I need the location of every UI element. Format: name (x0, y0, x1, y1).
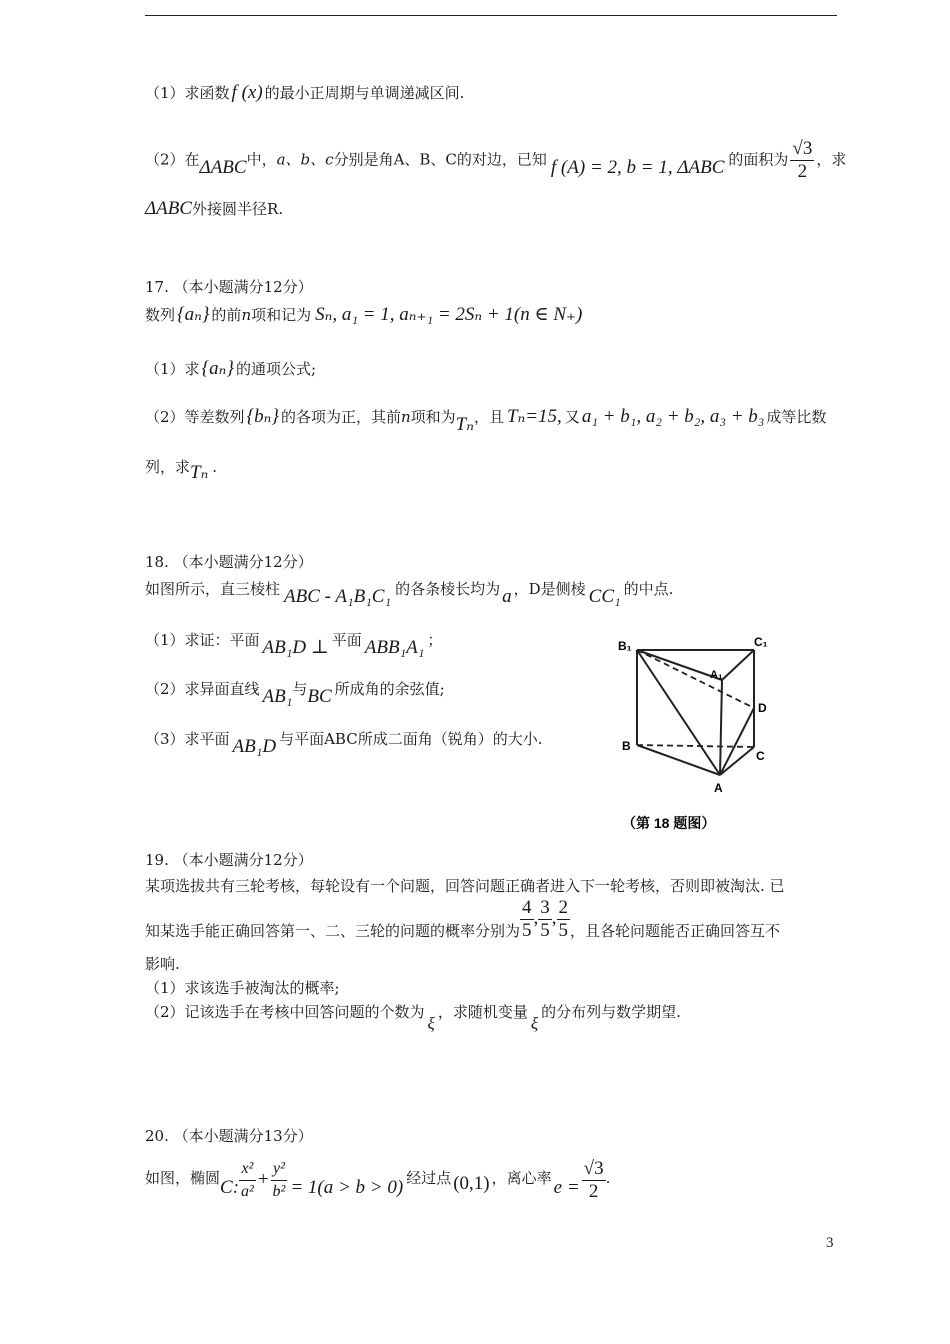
q17-p1-seq: {aₙ} (201, 358, 234, 379)
label-c: C (756, 749, 765, 763)
q17-p1-pre: （1）求 (145, 360, 200, 378)
q17-p2-mid2: 项和为 (410, 408, 456, 426)
label-c1: C₁ (754, 635, 768, 649)
frac-num: 3 (540, 897, 550, 918)
edge-c-a (720, 747, 754, 775)
q18-p2-m1: AB₁ (262, 686, 293, 707)
q18-p3-pre: （3）求平面 (145, 730, 230, 748)
q16-p1-post: 的最小正周期与单调递减区间. (264, 84, 465, 102)
q16-p2-pre: （2）在 (145, 150, 200, 169)
q17-stem-pre: 数列 (145, 306, 176, 324)
prob-round2 (538, 897, 552, 942)
q18-p1-m2: ABB₁A₁ (364, 637, 425, 658)
label-b1: B₁ (618, 639, 632, 653)
q16-p3-abc: ΔABC (145, 198, 193, 219)
q20-mid2: ，离心率 (491, 1168, 552, 1187)
frac-den: 5 (558, 920, 569, 941)
q17-seq-a: {aₙ} (177, 304, 210, 325)
q17-part2-cont (145, 455, 218, 483)
q20-e-frac (582, 1158, 606, 1203)
frac-den: 2 (588, 1181, 599, 1202)
top-rule (145, 15, 837, 16)
q18-p3-m1: AB₁D (232, 736, 277, 757)
q17-p2-T15: Tₙ=15, (506, 406, 562, 427)
q20-e: e = (553, 1176, 580, 1198)
q17-p2-mid3: ，且 (473, 408, 504, 426)
q16-p2-area-fraction (790, 138, 814, 183)
q19-xi2: ξ (530, 1014, 539, 1033)
q19-line1: 某项选拔共有三轮考核，每轮设有一个问题，回答问题正确者进入下一轮考核，否则即被淘汰. 已 (145, 877, 785, 895)
q16-p2-post: ，求 (816, 150, 847, 169)
q17-p3-post: . (212, 458, 218, 476)
q20-post: . (605, 1168, 611, 1187)
segment-b1-a (637, 650, 720, 775)
figure-caption: （第 18 题图） (622, 815, 716, 831)
page-number: 3 (826, 1235, 834, 1251)
frac-num: x² (239, 1158, 256, 1181)
q17-p2-mid: 的各项为正，其前 (280, 408, 401, 426)
q17-p2-pre: （2）等差数列 (145, 408, 245, 426)
label-a: A (714, 781, 723, 795)
q18-p1-mid: 平面 (331, 631, 362, 649)
frac-num: 4 (522, 897, 532, 918)
q17-stem-mid: 的前 (211, 306, 242, 324)
plus: + (257, 1168, 269, 1190)
q18-stem-mid2: ，D是侧棱 (513, 580, 586, 598)
q20-x-frac (239, 1158, 256, 1203)
q17-stem-math: Sₙ, a₁ = 1, aₙ₊₁ = 2Sₙ + 1(n ∈ N₊) (315, 304, 583, 325)
prob-round1 (520, 897, 534, 942)
q17-p3-Tn: Tₙ (190, 462, 209, 483)
q18-p1-m1: AB₁D ⊥ (262, 637, 329, 658)
q18-stem-pre: 如图所示，直三棱柱 (145, 580, 281, 598)
q18-p3-post: 与平面ABC所成二面角（锐角）的大小. (279, 730, 543, 748)
label-a1: A₁ (710, 669, 723, 681)
q16-part1 (145, 82, 464, 104)
q17-header: 17. （本小题满分12分） (145, 278, 313, 296)
q19-part1: （1）求该选手被淘汰的概率; (145, 979, 340, 997)
q16-p3-post: 外接圆半径R. (192, 200, 284, 218)
q16-p2-condition: f (A) = 2, b = 1, ΔABC (550, 156, 725, 178)
q19-xi: ξ (427, 1014, 435, 1033)
frac-den: 2 (797, 161, 808, 182)
frac-num: √3 (792, 138, 813, 159)
q19-l2-pre: 知某选手能正确回答第一、二、三轮的问题的概率分别为 (145, 921, 521, 940)
prism-diagram (612, 630, 787, 840)
q20-mid: 经过点 (406, 1168, 452, 1187)
q17-p3-pre: 列，求 (145, 458, 191, 476)
frac-num: y² (271, 1158, 288, 1181)
q19-line3: 影响. (145, 955, 180, 973)
q17-stem-mid2: 项和记为 (251, 306, 312, 324)
frac-den: b² (272, 1183, 286, 1200)
edge-a1-a (720, 680, 722, 775)
comma: , (533, 907, 539, 929)
q18-stem-mid: 的各条棱长均为 (395, 580, 501, 598)
frac-num: 2 (558, 897, 569, 918)
frac-den: a² (241, 1183, 254, 1200)
label-b: B (622, 739, 631, 753)
q19-header: 19. （本小题满分12分） (145, 851, 313, 869)
q19-p2-mid: ，求随机变量 (437, 1003, 528, 1021)
q20-stem (145, 1158, 610, 1203)
q16-p1-pre: （1）求函数 (145, 84, 230, 102)
q18-header: 18. （本小题满分12分） (145, 553, 313, 571)
q18-p2-pre: （2）求异面直线 (145, 680, 260, 698)
q17-p2-n: n (400, 408, 411, 426)
q17-part1 (145, 357, 316, 380)
edge-b-a (637, 745, 720, 775)
q16-p2-abc: ΔABC (199, 156, 247, 178)
q18-figure (612, 630, 787, 840)
q19-part2 (145, 1001, 681, 1033)
q18-p2-post: 所成角的余弦值; (334, 680, 445, 698)
q18-part2 (145, 678, 445, 707)
label-d: D (758, 701, 767, 715)
q17-p2-geom: a₁ + b₁, a₂ + b₂, a₃ + b₃ (581, 406, 765, 427)
segment-a-d (720, 708, 754, 775)
frac-den: 5 (522, 920, 532, 941)
q20-eq: = 1(a > b > 0) (290, 1176, 404, 1198)
q18-p2-mid: 与 (292, 680, 308, 698)
q17-p2-seq-b: {bₙ} (246, 406, 279, 427)
q16-part2 (145, 138, 846, 183)
hidden-segment-b1-d (637, 650, 754, 708)
q18-part3 (145, 728, 543, 757)
q17-p2-Tn: Tₙ (455, 414, 474, 435)
q17-p1-post: 的通项公式; (235, 360, 317, 378)
q18-p2-m2: BC (307, 686, 332, 707)
q16-p1-math: f (x) (231, 82, 263, 103)
edge-a1-c1 (722, 650, 754, 680)
q18-cc1: CC₁ (588, 586, 621, 607)
q16-p2-mid1: 中， (246, 150, 277, 169)
q16-part2-cont (145, 198, 283, 220)
q18-edge-a: a (502, 586, 512, 607)
q18-stem-post: 的中点. (623, 580, 674, 598)
q17-p2-mid4: 又 (564, 408, 580, 426)
prob-round3 (557, 897, 571, 942)
q18-p1-pre: （1）求证：平面 (145, 631, 260, 649)
q16-p2-mid4: 的面积为 (728, 150, 789, 169)
q19-p2-post: 的分布列与数学期望. (541, 1003, 681, 1021)
q17-part2 (145, 405, 827, 435)
q19-p2-pre: （2）记该选手在考核中回答问题的个数为 (145, 1003, 425, 1021)
q20-point: (0,1) (453, 1172, 490, 1194)
hidden-edge-b-c (637, 745, 754, 747)
q18-prism: ABC - A₁B₁C₁ (284, 586, 392, 607)
q20-C: C: (220, 1176, 240, 1198)
q18-p1-post: ； (427, 631, 443, 649)
q17-stem (145, 303, 582, 326)
q19-line2 (145, 897, 780, 942)
comma: , (551, 907, 557, 929)
frac-den: 5 (540, 920, 550, 941)
q17-stem-n: n (241, 306, 252, 324)
q20-header: 20. （本小题满分13分） (145, 1127, 313, 1145)
q20-stem-pre: 如图，椭圆 (145, 1168, 221, 1187)
q17-p2-post: 成等比数 (766, 408, 827, 426)
q19-l2-post: ，且各轮问题能否正确回答互不 (570, 921, 781, 940)
q18-part1 (145, 628, 443, 658)
frac-num: √3 (583, 1158, 604, 1179)
q20-y-frac (271, 1158, 288, 1203)
q18-stem (145, 578, 674, 607)
q16-p2-mid3: 分别是角A、B、C的对边，已知 (333, 150, 547, 169)
q16-p2-abc-sides: a、b、c (276, 150, 334, 169)
